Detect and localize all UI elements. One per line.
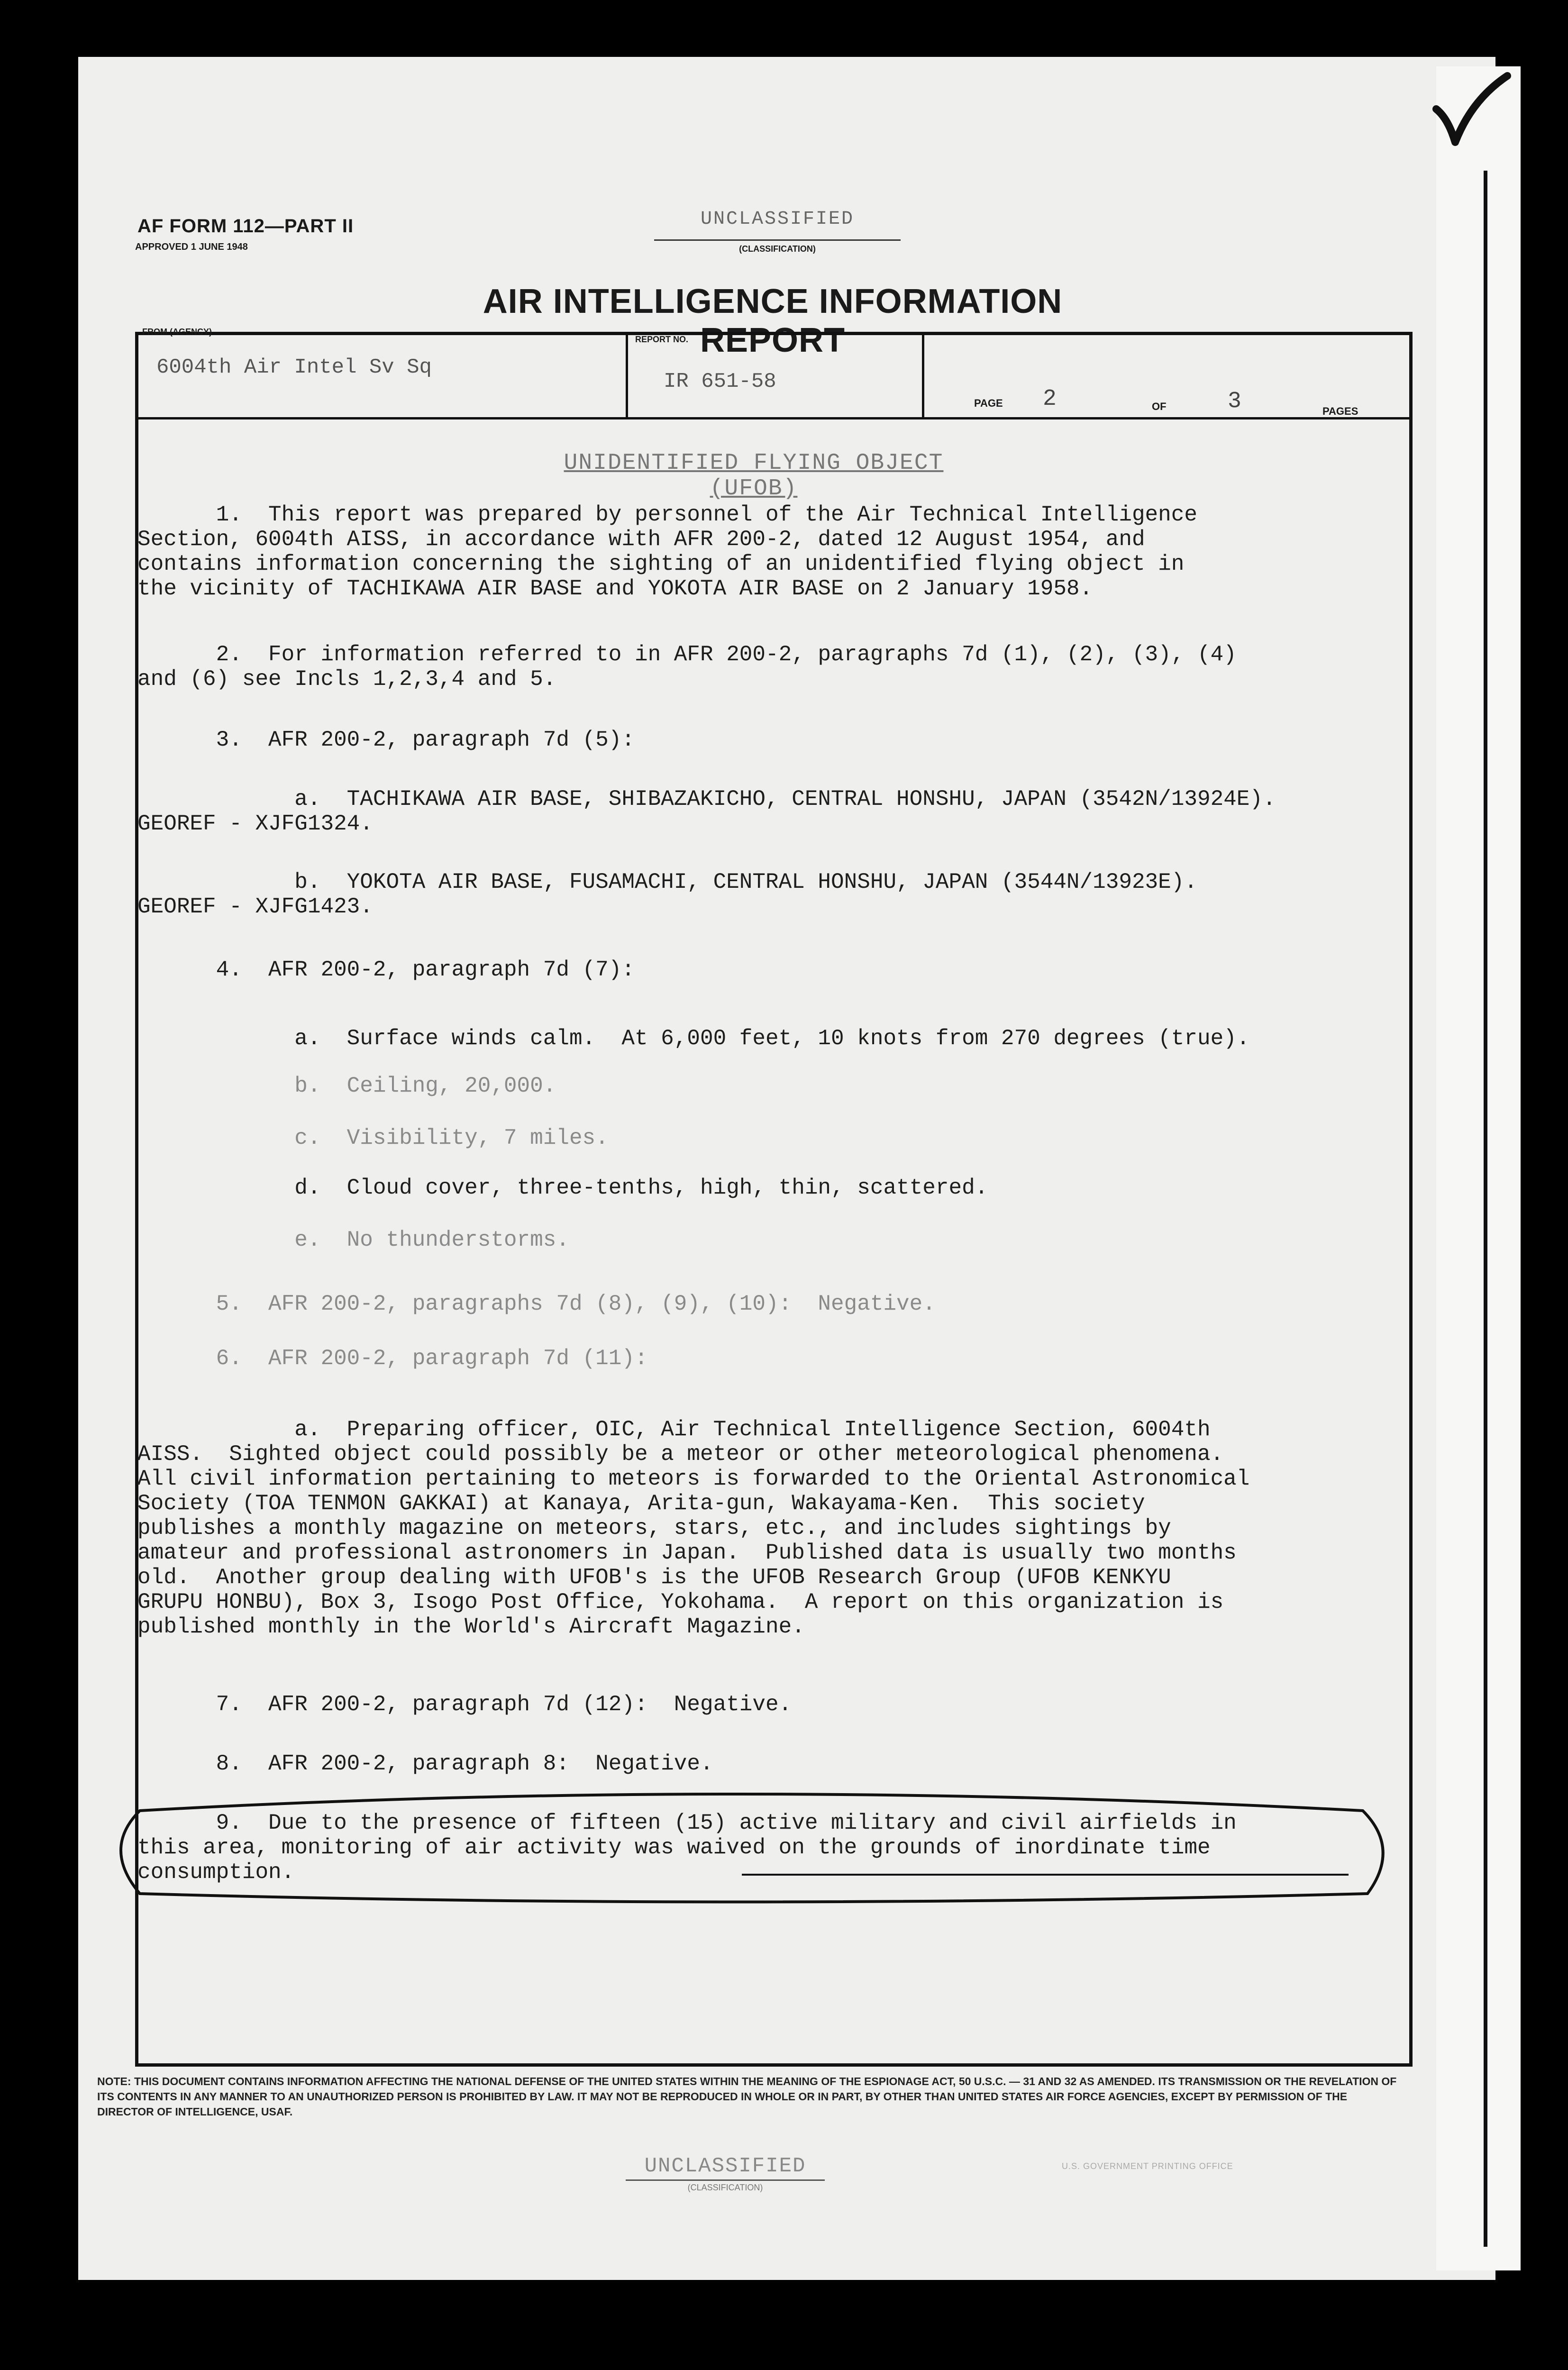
report-number-label: REPORT NO.: [635, 335, 689, 344]
paragraph-3b: b. YOKOTA AIR BASE, FUSAMACHI, CENTRAL HONSHU, JAPAN (3544N/13923E). GEOREF - XJFG1423.: [137, 870, 1197, 919]
paragraph-4b: b. Ceiling, 20,000.: [137, 1074, 556, 1098]
form-number: AF FORM 112—PART II: [137, 216, 354, 237]
paragraph-4: 4. AFR 200-2, paragraph 7d (7):: [137, 957, 635, 982]
paragraph-4e: e. No thunderstorms.: [137, 1228, 569, 1252]
report-subject: UNIDENTIFIED FLYING OBJECT (UFOB): [564, 450, 944, 501]
report-title: AIR INTELLIGENCE INFORMATION REPORT: [483, 283, 1063, 359]
form-approved-date: APPROVED 1 JUNE 1948: [135, 242, 248, 252]
of-label: OF: [1152, 401, 1167, 412]
footer-classification: UNCLASSIFIED: [644, 2154, 806, 2178]
from-label: FROM (AGENCY): [142, 327, 212, 337]
checkmark-icon: [1427, 71, 1512, 152]
paragraph-4c: c. Visibility, 7 miles.: [137, 1126, 609, 1150]
paragraph-1: 1. This report was prepared by personnel of the Air Technical Intelligence Section, 6004th AISS, in accordance with AFR 200-2, dated 12 August 1954, and contains information concerning the sighting of an unidentified flying object in the vicinity of TACHIKAWA AIR BASE and YOKOTA AIR BASE on 2 January 1958.: [137, 502, 1197, 601]
paragraph-5: 5. AFR 200-2, paragraphs 7d (8), (9), (10): Negative.: [137, 1292, 936, 1316]
paragraph-4d: d. Cloud cover, three-tenths, high, thin, scattered.: [137, 1176, 988, 1200]
paragraph-6a: a. Preparing officer, OIC, Air Technical Intelligence Section, 6004th AISS. Sighted object could possibly be a meteor or other meteorological phenomena. All civil information pertaining to meteors is forwarded to the Oriental Astronomical Society (TOA TENMON GAKKAI) at Kanaya, Arita-gun, Wakayama-Ken. This society publishes a monthly magazine on meteors, stars, etc., and includes sightings by amateur and professional astronomers in Japan. Published data is usually two months old. Another group dealing with UFOB's is the UFOB Research Group (UFOB KENKYU GRUPU HONBU), Box 3, Isogo Post Office, Yokohama. A report on this organization is published monthly in the World's Aircraft Magazine.: [137, 1417, 1250, 1639]
header-row-rule: [135, 417, 1413, 419]
paragraph-8: 8. AFR 200-2, paragraph 8: Negative.: [137, 1751, 713, 1776]
paragraph-4a: a. Surface winds calm. At 6,000 feet, 10 knots from 270 degrees (true).: [137, 1026, 1250, 1051]
page-value: 2: [1043, 386, 1057, 412]
header-classification: UNCLASSIFIED: [700, 209, 855, 230]
margin-strip: [1436, 66, 1521, 2270]
header-classification-rule: [654, 239, 901, 241]
from-value: 6004th Air Intel Sv Sq: [156, 356, 432, 379]
paragraph-6: 6. AFR 200-2, paragraph 7d (11):: [137, 1346, 648, 1371]
footer-classification-rule: [626, 2179, 825, 2181]
paragraph-2: 2. For information referred to in AFR 200-2, paragraphs 7d (1), (2), (3), (4) and (6) see Incls 1,2,3,4 and 5.: [137, 642, 1237, 692]
margin-rule: [1484, 171, 1487, 2247]
report-number-value: IR 651-58: [664, 370, 776, 393]
printing-office-code: U.S. GOVERNMENT PRINTING OFFICE: [1062, 2161, 1233, 2171]
footer-classification-label: (CLASSIFICATION): [687, 2183, 763, 2192]
paragraph-7: 7. AFR 200-2, paragraph 7d (12): Negative.: [137, 1692, 792, 1717]
of-value: 3: [1228, 389, 1241, 414]
pages-label: PAGES: [1322, 405, 1358, 417]
paragraph-3a: a. TACHIKAWA AIR BASE, SHIBAZAKICHO, CENTRAL HONSHU, JAPAN (3542N/13924E). GEOREF - XJFG1324.: [137, 787, 1276, 836]
paragraph-3: 3. AFR 200-2, paragraph 7d (5):: [137, 728, 635, 752]
page-label: PAGE: [974, 397, 1003, 409]
espionage-notice: NOTE: THIS DOCUMENT CONTAINS INFORMATION AFFECTING THE NATIONAL DEFENSE OF THE UNITED STATES WITHIN THE MEANING OF THE ESPIONAGE ACT, 50 U.S.C. — 31 AND 32 AS AMENDED. ITS TRANSMISSION OR THE REVELATION OF ITS CONTENTS IN ANY MANNER TO AN UNAUTHORIZED PERSON IS PROHIBITED BY LAW. IT MAY NOT BE REPRODUCED IN WHOLE OR IN PART, BY OTHER THAN UNITED STATES AIR FORCE AGENCIES, EXCEPT BY PERMISSION OF THE DIRECTOR OF INTELLIGENCE, USAF.: [97, 2075, 1397, 2118]
hand-drawn-circle: [111, 1792, 1391, 1905]
header-classification-label: (CLASSIFICATION): [739, 244, 816, 254]
paragraph-9: 9. Due to the presence of fifteen (15) active military and civil airfields in this area, monitoring of air activity was waived on the grounds of inordinate time consumption.: [137, 1811, 1237, 1885]
